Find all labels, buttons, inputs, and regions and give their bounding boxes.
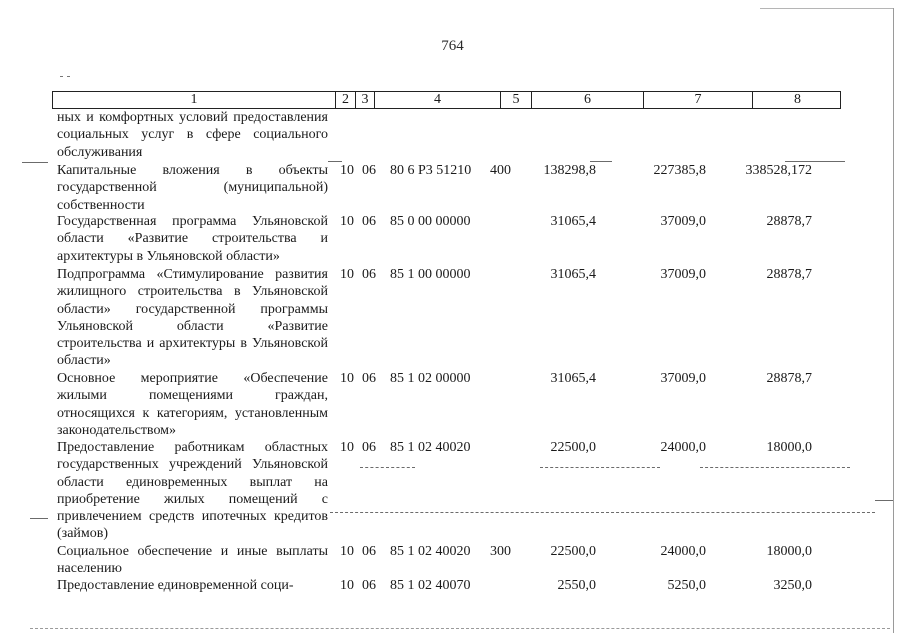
scan-speck xyxy=(67,76,70,77)
scan-mark xyxy=(330,512,875,513)
row-col-7: 5250,0 xyxy=(667,578,706,593)
row-col-3: 06 xyxy=(362,163,376,178)
row-col-5: 300 xyxy=(490,544,511,559)
scan-edge-right xyxy=(893,8,894,633)
header-col-6: 6 xyxy=(532,92,644,108)
scan-edge-bottom xyxy=(30,628,890,629)
row-col-6: 31065,4 xyxy=(550,214,596,229)
row-name: Предоставление работникам областных государственных учреждений Ульяновской области единовременных выплат на приобретение жилых помещений с привлечением средств ипотечных кредитов (займов) xyxy=(57,440,328,542)
table-header xyxy=(52,91,841,109)
row-col-2: 10 xyxy=(340,544,354,559)
row-col-7: 227385,8 xyxy=(653,163,706,178)
header-col-7: 7 xyxy=(644,92,753,108)
row-col-3: 06 xyxy=(362,371,376,386)
row-col-4: 85 1 02 00000 xyxy=(390,371,471,386)
row-col-2: 10 xyxy=(340,578,354,593)
row-col-4: 85 1 02 40020 xyxy=(390,544,471,559)
row-name: Государственная программа Ульяновской области «Развитие строительства и архитектуры в Ульяновской области» xyxy=(57,214,328,264)
row-col-6: 22500,0 xyxy=(550,440,596,455)
header-col-5: 5 xyxy=(501,92,532,108)
row-col-8: 28878,7 xyxy=(766,371,812,386)
header-col-3: 3 xyxy=(356,92,375,108)
row-col-8: 18000,0 xyxy=(766,440,812,455)
row-col-7: 37009,0 xyxy=(660,371,706,386)
scan-mark xyxy=(590,161,612,162)
row-col-2: 10 xyxy=(340,267,354,282)
row-col-3: 06 xyxy=(362,267,376,282)
scan-mark xyxy=(785,161,845,162)
row-col-6: 22500,0 xyxy=(550,544,596,559)
row-col-4: 85 1 02 40070 xyxy=(390,578,471,593)
row-col-4: 85 1 02 40020 xyxy=(390,440,471,455)
row-col-6: 31065,4 xyxy=(550,267,596,282)
page-number: 764 xyxy=(441,38,464,54)
row-col-8: 3250,0 xyxy=(773,578,812,593)
row-col-4: 80 6 Р3 51210 xyxy=(390,163,472,178)
row-col-5: 400 xyxy=(490,163,511,178)
row-col-4: 85 0 00 00000 xyxy=(390,214,471,229)
row-col-3: 06 xyxy=(362,214,376,229)
row-name: Капитальные вложения в объекты государственной (муниципальной) собственности xyxy=(57,163,328,213)
row-col-2: 10 xyxy=(340,371,354,386)
scan-mark xyxy=(360,467,415,468)
row-col-7: 37009,0 xyxy=(660,214,706,229)
row-col-6: 138298,8 xyxy=(543,163,596,178)
row-col-8: 18000,0 xyxy=(766,544,812,559)
row-name: Предоставление единовременной соци- xyxy=(57,578,294,593)
row-col-7: 24000,0 xyxy=(660,440,706,455)
header-col-1: 1 xyxy=(53,92,336,108)
header-col-4: 4 xyxy=(375,92,501,108)
scan-mark xyxy=(328,161,342,162)
row-col-7: 24000,0 xyxy=(660,544,706,559)
row-col-2: 10 xyxy=(340,163,354,178)
row-col-6: 31065,4 xyxy=(550,371,596,386)
scan-mark xyxy=(540,467,660,468)
row-col-7: 37009,0 xyxy=(660,267,706,282)
scan-mark xyxy=(22,162,48,163)
row-col-3: 06 xyxy=(362,544,376,559)
scan-mark xyxy=(875,500,893,501)
row-col-6: 2550,0 xyxy=(557,578,596,593)
header-col-2: 2 xyxy=(336,92,356,108)
row-col-8: 28878,7 xyxy=(766,214,812,229)
row-name: ных и комфортных условий предоставления социальных услуг в сфере социального обслуживания xyxy=(57,110,328,160)
scan-mark xyxy=(700,467,850,468)
scan-edge-top xyxy=(760,8,894,9)
scan-mark xyxy=(30,518,48,519)
row-col-3: 06 xyxy=(362,440,376,455)
row-col-2: 10 xyxy=(340,214,354,229)
row-col-4: 85 1 00 00000 xyxy=(390,267,471,282)
scan-speck xyxy=(60,76,63,77)
row-name: Подпрограмма «Стимулирование развития жилищного строительства в Ульяновской области» государственной программы Ульяновской области «Развитие строительства и архитектуры в Ульяновской области» xyxy=(57,267,328,369)
row-col-2: 10 xyxy=(340,440,354,455)
row-name: Основное мероприятие «Обеспечение жилыми помещениями граждан, относящихся к категориям, установленным законодательством» xyxy=(57,371,328,438)
row-col-8: 28878,7 xyxy=(766,267,812,282)
row-col-3: 06 xyxy=(362,578,376,593)
header-col-8: 8 xyxy=(794,92,801,107)
row-col-8: 338528,172 xyxy=(745,163,812,178)
row-name: Социальное обеспечение и иные выплаты населению xyxy=(57,544,328,577)
